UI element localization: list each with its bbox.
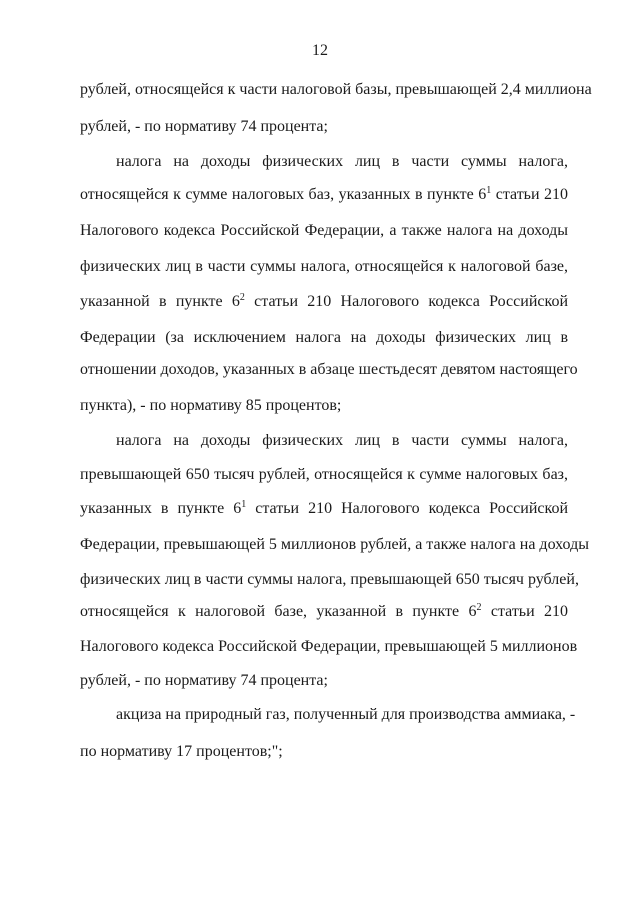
superscript: 1 [241, 499, 247, 510]
text-line: рублей, - по нормативу 74 процента; [80, 118, 328, 135]
text-line: относящейся к налоговой базе, указанной в пункте $6^2$ статьи 210 [80, 602, 569, 620]
text-line: по нормативу 17 процентов;"; [80, 743, 283, 760]
text-line: превышающей 650 тысяч рублей, относящейся к сумме налоговых баз, [80, 466, 568, 483]
text-line: Налогового кодекса Российской Федерации, а также налога на доходы [80, 222, 568, 239]
text-line: указанных в пункте $6^1$ статьи 210 Налогового кодекса Российской [80, 499, 569, 517]
text-line: Налогового кодекса Российской Федерации, превышающей 5 миллионов [80, 638, 578, 655]
superscript: 2 [476, 602, 482, 613]
superscript: 1 [486, 185, 492, 196]
superscript: 2 [239, 292, 245, 303]
text-line: рублей, - по нормативу 74 процента; [80, 672, 328, 689]
text-line: физических лиц в части суммы налога, превышающей 650 тысяч рублей, [80, 571, 579, 588]
text-line: отношении доходов, указанных в абзаце шестьдесят девятом настоящего [80, 361, 578, 378]
text-line: рублей, относящейся к части налоговой базы, превышающей 2,4 миллиона [80, 81, 592, 98]
paragraph-start-line: акциза на природный газ, полученный для производства аммиака, - [116, 706, 576, 723]
paragraph-start-line: налога на доходы физических лиц в части суммы налога, [116, 153, 568, 170]
text-line: относящейся к сумме налоговых баз, указанных в пункте $6^1$ статьи 210 [80, 185, 569, 203]
page-number: 12 [312, 42, 328, 59]
text-line: указанной в пункте $6^2$ статьи 210 Налогового кодекса Российской [80, 292, 569, 310]
text-line: Федерации, превышающей 5 миллионов рублей, а также налога на доходы [80, 536, 589, 553]
text-line: пункта), - по нормативу 85 процентов; [80, 397, 342, 414]
text-line: Федерации (за исключением налога на доходы физических лиц в [80, 329, 568, 346]
text-line: физических лиц в части суммы налога, относящейся к налоговой базе, [80, 258, 568, 275]
paragraph-start-line: налога на доходы физических лиц в части суммы налога, [116, 432, 568, 449]
